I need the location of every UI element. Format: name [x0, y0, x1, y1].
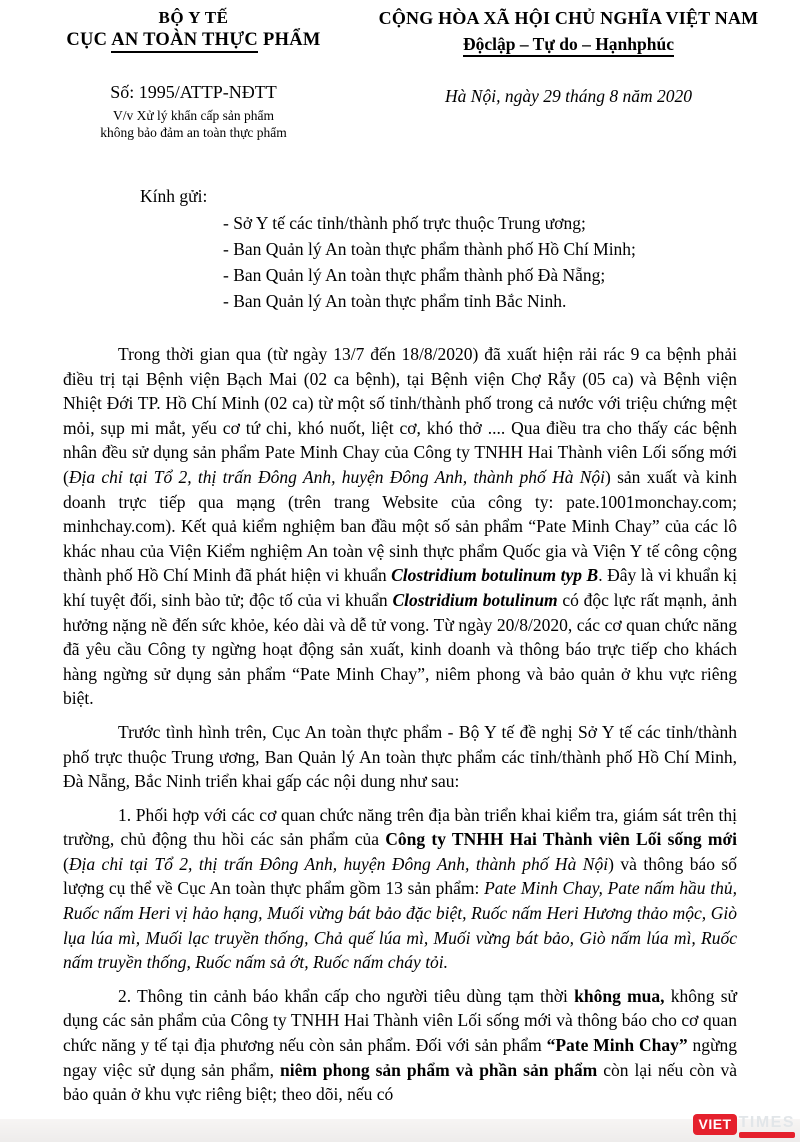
- text-segment: Địa chỉ tại Tổ 2, thị trấn Đông Anh, huyện Đông Anh, thành phố Hà Nội: [68, 853, 609, 874]
- document-body: [63, 342, 737, 1107]
- recipients-section: [63, 183, 737, 314]
- text-segment: Địa chỉ tại Tổ 2, thị trấn Đông Anh, huyện Đông Anh, thành phố Hà Nội: [68, 466, 606, 487]
- national-header-block: [351, 8, 786, 141]
- paragraph: [63, 803, 737, 975]
- viettimes-name-block: [739, 1115, 795, 1138]
- text-segment: 1. Phối hợp với các cơ quan chức năng trên địa bàn triển khai kiểm tra, giám sát trên thị trường, chủ động thu hồi các sản phẩm của: [63, 804, 737, 850]
- text-segment: còn lại nếu còn và bảo quản ở khu vực riêng biệt; theo dõi, nếu có: [63, 1059, 737, 1105]
- subject-line-1: V/v Xử lý khẩn cấp sản phẩm: [112, 108, 275, 123]
- text-segment: 2. Thông tin cảnh báo khẩn cấp cho người tiêu dùng tạm thời: [118, 985, 575, 1006]
- subject-line-2: không bảo đảm an toàn thực phẩm: [100, 125, 287, 140]
- place-and-date: Hà Nội, ngày 29 tháng 8 năm 2020: [445, 86, 692, 106]
- paragraph: [63, 720, 737, 794]
- recipient-list: [63, 210, 737, 314]
- document-subject: [36, 107, 351, 141]
- viettimes-red-strip: [739, 1132, 795, 1138]
- department-name-underlined: AN TOÀN THỰC: [111, 30, 258, 53]
- paragraph: [63, 984, 737, 1107]
- text-segment: “Pate Minh Chay”: [546, 1035, 688, 1056]
- bottom-gray-strip: [0, 1119, 800, 1142]
- text-segment: ngừng ngay việc sử dụng sản phẩm,: [63, 1035, 737, 1080]
- document-number: Số: 1995/ATTP-NĐTT: [110, 82, 277, 102]
- text-segment: Công ty TNHH Hai Thành viên Lối sống mới: [385, 829, 737, 850]
- text-segment: ) sản xuất và kinh doanh trực tiếp qua mạng (trên trang Website của công ty: pate.1001monchay.com; minhchay.com). Kết quả kiểm nghiệm ban đầu một số sản phẩm “Pate Minh Chay” của các lô khác nhau của Viện Kiểm nghiệm An toàn vệ sinh thực phẩm Quốc gia và Viện Y tế công cộng thành phố Hồ Chí Minh đã phát hiện vi khuẩn: [63, 466, 737, 586]
- text-segment: Trước tình hình trên, Cục An toàn thực phẩm - Bộ Y tế đề nghị Sở Y tế các tỉnh/thành phố trực thuộc Trung ương, Ban Quản lý An toàn thực phẩm các tỉnh/thành phố Hồ Chí Minh, Đà Nẵng, Bắc Ninh triển khai gấp các nội dung như sau:: [63, 721, 737, 792]
- recipient-item: - Sở Y tế các tỉnh/thành phố trực thuộc Trung ương;: [223, 213, 586, 233]
- text-segment: Pate Minh Chay, Pate nấm hầu thủ, Ruốc nấm Heri vị hảo hạng, Muối vừng bát bảo đặc biệt, Ruốc nấm Heri Hương thảo mộc, Giò lụa lúa mì, Muối lạc truyền thống, Chả quế lúa mì, Muối vừng bát bảo, Giò nấm lúa mì, Ruốc nấm truyền thống, Ruốc nấm sả ớt, Ruốc nấm cháy tỏi.: [63, 878, 737, 973]
- viettimes-badge: VIET: [693, 1114, 736, 1135]
- text-segment: Clostridium botulinum typ B: [391, 565, 599, 586]
- salutation: Kính gửi:: [140, 186, 208, 206]
- ministry-name: BỘ Y TẾ: [158, 8, 229, 27]
- text-segment: niêm phong sản phẩm và phần sản phẩm: [280, 1059, 598, 1080]
- text-segment: không mua,: [574, 985, 665, 1006]
- text-segment: Clostridium botulinum: [392, 589, 558, 610]
- text-segment: ) và thông báo số lượng cụ thể về Cục An toàn thực phẩm gồm 13 sản phẩm:: [63, 853, 737, 899]
- recipient-item: - Ban Quản lý An toàn thực phẩm thành phố Đà Nẵng;: [223, 265, 606, 285]
- text-segment: . Đây là vi khuẩn kị khí tuyệt đối, sinh bào tử; độc tố của vi khuẩn: [63, 565, 737, 610]
- viettimes-name: TIMES: [738, 1114, 795, 1131]
- national-title: CỘNG HÒA XÃ HỘI CHỦ NGHĨA VIỆT NAM: [378, 8, 759, 28]
- text-segment: Trong thời gian qua (từ ngày 13/7 đến 18/8/2020) đã xuất hiện rải rác 9 ca bệnh phải điều trị tại Bệnh viện Bạch Mai (02 ca bệnh), tại Bệnh viện Chợ Rẫy (05 ca) và Bệnh viện Nhiệt Đới TP. Hồ Chí Minh (02 ca) từ một số tỉnh/thành phố trong cả nước với triệu chứng mệt mỏi, sụp mi mắt, yếu cơ tứ chi, khó nuốt, liệt cơ, khó thở .... Qua điều tra cho thấy các bệnh nhân đều sử dụng sản phẩm Pate Minh Chay của Công ty TNHH Hai Thành viên Lối sống mới (: [63, 344, 737, 487]
- document-header: [0, 0, 800, 141]
- department-name: [36, 30, 351, 51]
- department-name-pre: CỤC: [66, 30, 112, 50]
- national-motto: [351, 34, 786, 55]
- recipient-item: - Ban Quản lý An toàn thực phẩm thành phố Hồ Chí Minh;: [223, 239, 636, 259]
- text-segment: (: [63, 853, 69, 874]
- national-motto-text: Độclập – Tự do – Hạnhphúc: [463, 34, 674, 57]
- issuing-agency-block: [36, 8, 351, 141]
- text-segment: không sử dụng các sản phẩm của Công ty TNHH Hai Thành viên Lối sống mới và thông báo cho cơ quan chức năng y tế tại địa phương nếu còn sản phẩm. Đối với sản phẩm: [63, 985, 738, 1056]
- viettimes-watermark-logo: [693, 1114, 795, 1138]
- department-name-post: PHẨM: [258, 30, 321, 50]
- paragraph: [63, 342, 737, 711]
- text-segment: có độc lực rất mạnh, ảnh hưởng nặng nề đến sức khỏe, kéo dài và dễ tử vong. Từ ngày 20/8/2020, các cơ quan chức năng đã yêu cầu Công ty ngừng hoạt động sản xuất, kinh doanh và thông báo trực tiếp cho khách hàng ngừng sử dụng sản phẩm “Pate Minh Chay”, niêm phong và bảo quản ở khu vực riêng biệt.: [63, 589, 737, 709]
- recipient-item: - Ban Quản lý An toàn thực phẩm tỉnh Bắc Ninh.: [223, 291, 567, 311]
